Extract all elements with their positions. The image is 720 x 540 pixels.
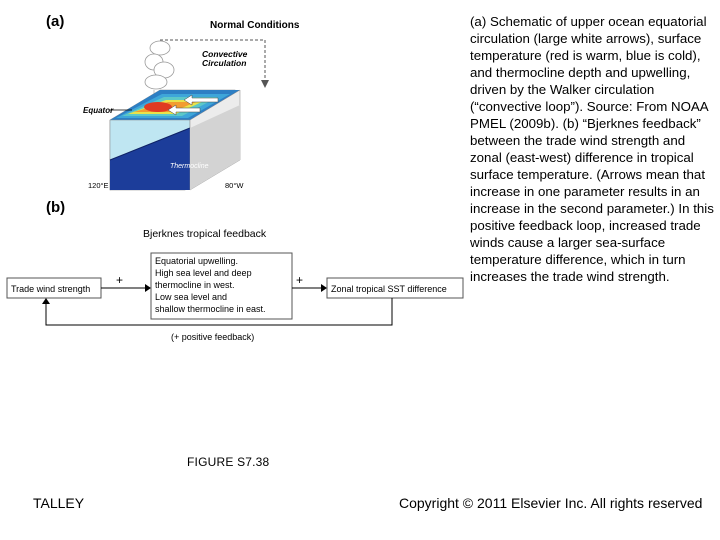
panel-a-label: (a) [46,13,65,30]
feedback-title: Bjerknes tropical feedback [143,228,267,240]
bjerknes-feedback-diagram [0,220,470,350]
thermocline-label: Thermocline [170,163,209,170]
convective-label-1: Convective [202,49,248,59]
plus-right: + [296,273,304,287]
equator-label: Equator [83,106,114,115]
mechanism-line-4: Low sea level and [155,292,228,302]
mechanism-line-2: High sea level and deep [155,268,252,278]
convective-label-2: Circulation [202,58,247,68]
trade-wind-label: Trade wind strength [11,284,91,294]
author-footer: TALLEY [33,495,85,511]
copyright-footer: Copyright © 2011 Elsevier Inc. All rights reserved [399,495,703,511]
warm-pool [144,102,172,112]
longitude-right: 80°W [225,181,244,190]
convective-arrowhead [261,80,269,88]
mechanism-line-1: Equatorial upwelling. [155,256,239,266]
longitude-left: 120°E [88,181,109,190]
sst-label: Zonal tropical SST difference [331,284,447,294]
feedback-label: (+ positive feedback) [171,332,255,342]
mechanism-line-3: thermocline in west. [155,280,235,290]
normal-conditions-schematic [80,10,470,195]
mechanism-line-5: shallow thermocline in east. [155,304,266,314]
plus-left: + [116,273,124,287]
figure-caption: (a) Schematic of upper ocean equatorial circulation (large white arrows), surface temperature (red is warm, blue is cold), and thermocline depth and upwelling, driven by the Walker circulation (“convective loop”). Source: From NOAA PMEL (2009b). (b) “Bjerknes feedback” between the trade wind strength and zonal (east-west) difference in tropical surface temperature. (Arrows mean that increase in one parameter results in an increase in the second parameter.) In this positive feedback loop, increased trade winds cause a larger sea-surface temperature difference, which in turn increases the trade wind strength. [470,14,714,284]
feedback-arrowhead [42,298,50,304]
figure-number: FIGURE S7.38 [187,455,270,469]
panel-b-label: (b) [46,199,66,216]
schematic-title: Normal Conditions [210,20,300,31]
